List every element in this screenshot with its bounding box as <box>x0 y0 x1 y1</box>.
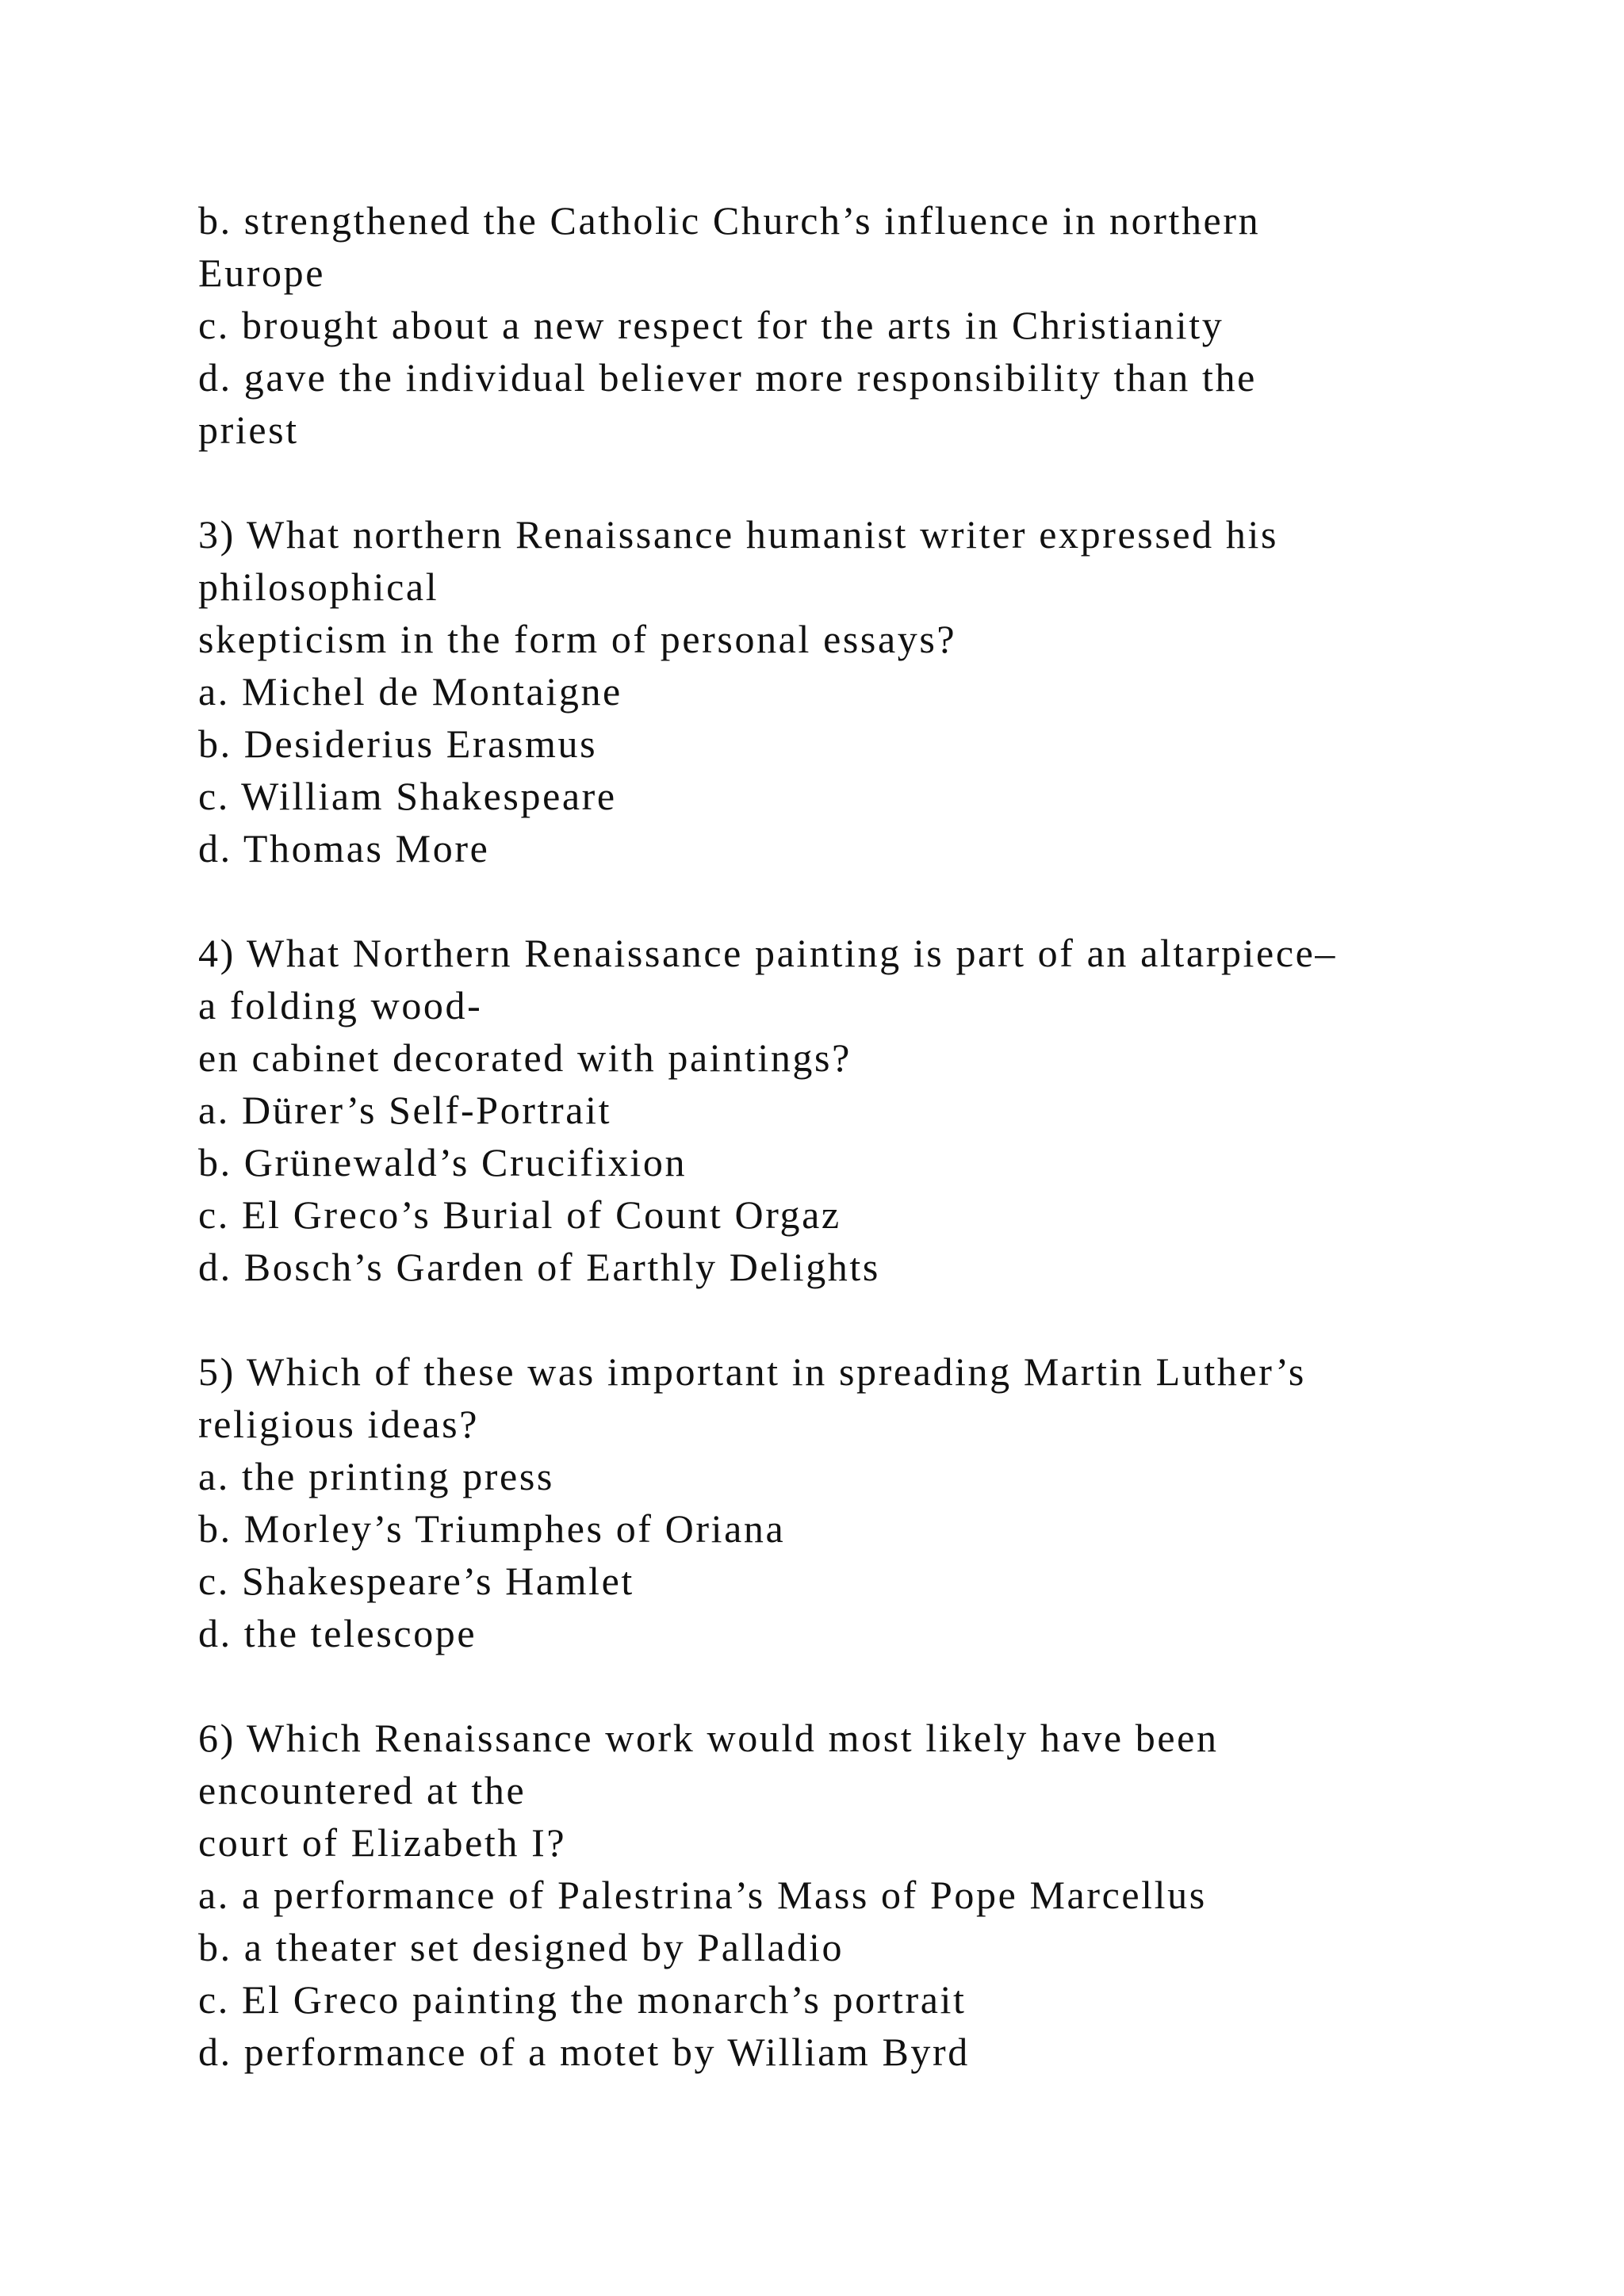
answer-option: c. William Shakespeare <box>198 774 617 818</box>
question-stem: 3) What northern Renaissance humanist writer expressed his <box>198 512 1279 557</box>
paragraph-gap <box>198 456 1467 508</box>
question-stem: 5) Which of these was important in spreading Martin Luther’s <box>198 1349 1306 1394</box>
answer-option: d. Thomas More <box>198 826 490 871</box>
question-6 <box>198 1712 1467 2078</box>
question-stem: encountered at the <box>198 1768 527 1812</box>
answer-option: c. Shakespeare’s Hamlet <box>198 1559 634 1603</box>
answer-option: c. brought about a new respect for the arts in Christianity <box>198 303 1224 347</box>
answer-option-wrap: priest <box>198 408 299 452</box>
paragraph-gap <box>198 1293 1467 1345</box>
question-stem: en cabinet decorated with paintings? <box>198 1035 852 1080</box>
paragraph-gap <box>198 1659 1467 1712</box>
question-4 <box>198 927 1467 1293</box>
document-text <box>198 194 1467 2078</box>
question-stem: 6) Which Renaissance work would most likely have been <box>198 1716 1219 1760</box>
answer-option: d. Bosch’s Garden of Earthly Delights <box>198 1245 880 1289</box>
question-5 <box>198 1345 1467 1659</box>
question-stem: 4) What Northern Renaissance painting is part of an altarpiece– <box>198 931 1338 975</box>
answer-option-wrap: Europe <box>198 251 325 295</box>
question-stem: a folding wood- <box>198 983 483 1027</box>
question-stem: court of Elizabeth I? <box>198 1820 567 1865</box>
answer-option: b. Desiderius Erasmus <box>198 721 598 766</box>
answer-option: c. El Greco painting the monarch’s portrait <box>198 1977 967 2022</box>
question-3 <box>198 508 1467 874</box>
question-2-continuation <box>198 194 1467 456</box>
question-stem: skepticism in the form of personal essays? <box>198 617 957 661</box>
paragraph-gap <box>198 874 1467 927</box>
answer-option: a. Michel de Montaigne <box>198 669 622 714</box>
answer-option: a. the printing press <box>198 1454 554 1498</box>
answer-option: d. gave the individual believer more responsibility than the <box>198 355 1257 400</box>
answer-option: d. performance of a motet by William Byrd <box>198 2030 970 2074</box>
answer-option: d. the telescope <box>198 1611 477 1655</box>
answer-option: b. a theater set designed by Palladio <box>198 1925 845 1969</box>
question-stem: philosophical <box>198 564 439 609</box>
question-stem: religious ideas? <box>198 1402 480 1446</box>
answer-option: b. Grünewald’s Crucifixion <box>198 1140 688 1184</box>
answer-option: b. strengthened the Catholic Church’s influence in northern <box>198 198 1261 243</box>
answer-option: a. Dürer’s Self-Portrait <box>198 1088 612 1132</box>
answer-option: b. Morley’s Triumphes of Oriana <box>198 1506 786 1551</box>
answer-option: a. a performance of Palestrina’s Mass of Pope Marcellus <box>198 1873 1207 1917</box>
answer-option: c. El Greco’s Burial of Count Orgaz <box>198 1192 841 1237</box>
